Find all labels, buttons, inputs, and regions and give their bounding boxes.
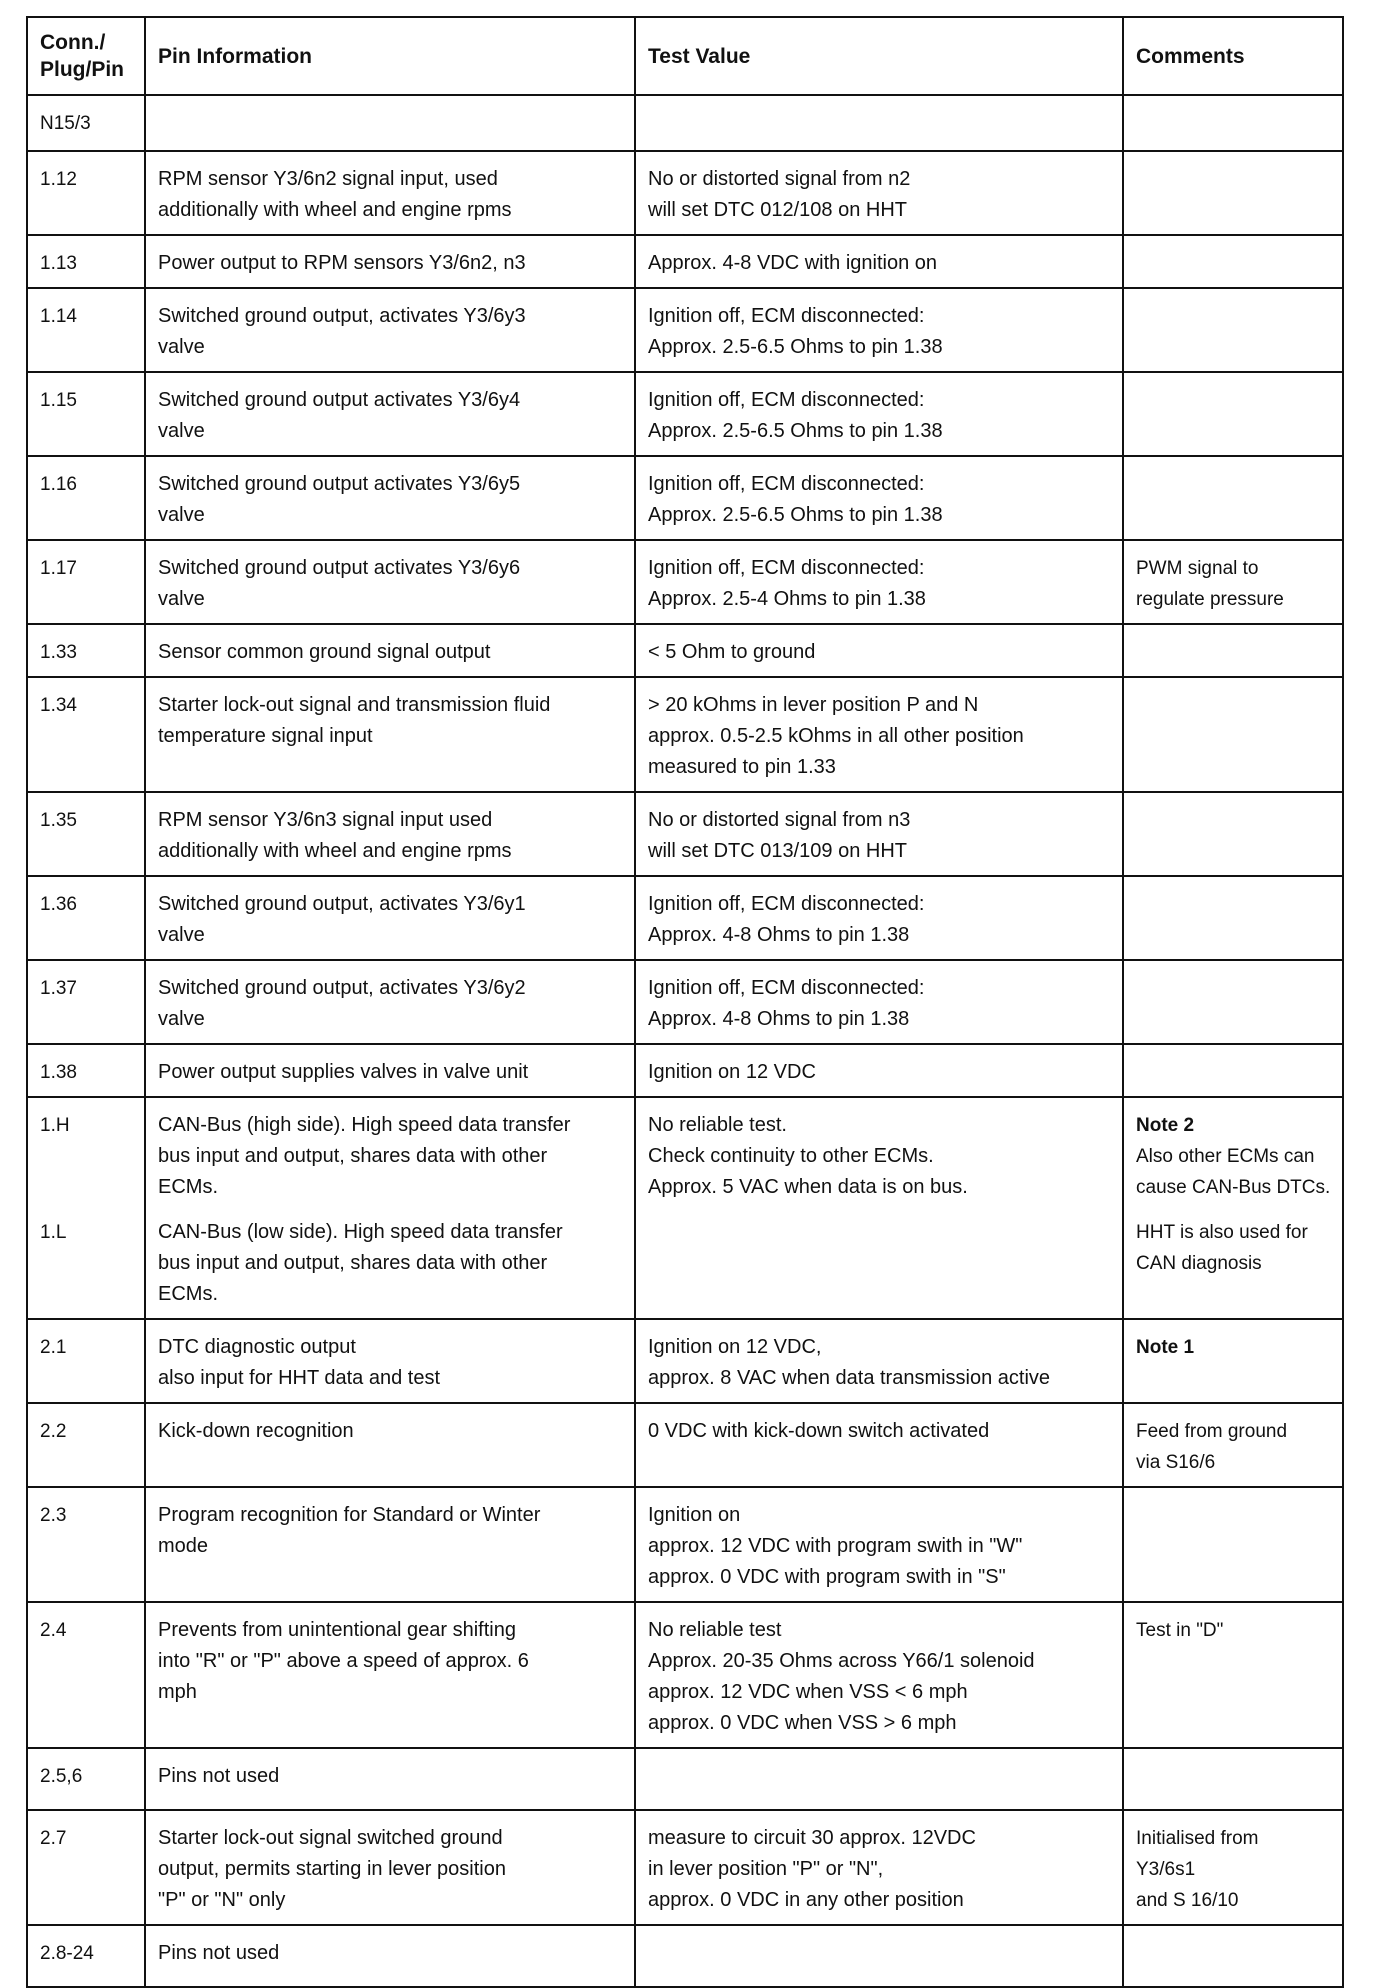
pin-label: 2.2 — [40, 1421, 67, 1442]
test-value-line: Ignition off, ECM disconnected: — [648, 305, 925, 327]
test-value-line: Ignition on — [648, 1504, 741, 1526]
pin-info-line: DTC diagnostic output — [158, 1336, 356, 1358]
comments-cell — [1123, 1487, 1343, 1602]
pin-information-cell — [145, 95, 635, 151]
pin-info-line: "P" or "N" only — [158, 1889, 286, 1911]
pin-info-line: Starter lock-out signal switched ground — [158, 1827, 503, 1849]
pin-label: 1.H — [40, 1115, 70, 1136]
pin-info-line: valve — [158, 504, 205, 526]
pin-info-line: additionally with wheel and engine rpms — [158, 840, 512, 862]
table-row — [27, 540, 1343, 624]
pin-information-cell — [145, 1403, 635, 1487]
table-row — [27, 1748, 1343, 1810]
pin-cell — [27, 1925, 145, 1987]
test-value-line: No reliable test. — [648, 1114, 787, 1136]
comment-line: regulate pressure — [1136, 589, 1284, 610]
pin-info-line: Pins not used — [158, 1765, 280, 1787]
pin-info-line: mph — [158, 1681, 197, 1703]
pin-info-line: additionally with wheel and engine rpms — [158, 199, 512, 221]
test-value-line: 0 VDC with kick-down switch activated — [648, 1420, 990, 1442]
table-row — [27, 1810, 1343, 1925]
test-value-line: Ignition off, ECM disconnected: — [648, 389, 925, 411]
header-test-value: Test Value — [635, 17, 1123, 95]
pin-info-line: valve — [158, 420, 205, 442]
pin-label: 1.17 — [40, 558, 77, 579]
pin-cell — [27, 1602, 145, 1748]
pin-cell — [27, 624, 145, 677]
table-row — [27, 1097, 1343, 1319]
test-value-cell — [635, 151, 1123, 235]
pin-information-cell — [145, 1487, 635, 1602]
test-value-line: Ignition off, ECM disconnected: — [648, 557, 925, 579]
header-conn-plug-pin: Conn./ Plug/Pin — [27, 17, 145, 95]
test-value-line: measured to pin 1.33 — [648, 756, 836, 778]
pin-info-line: Starter lock-out signal and transmission fluid — [158, 694, 551, 716]
test-value-cell — [635, 456, 1123, 540]
comment-line: Feed from ground — [1136, 1421, 1288, 1442]
pin-info-line: valve — [158, 924, 205, 946]
pin-label: 2.1 — [40, 1337, 67, 1358]
pin-cell — [27, 677, 145, 792]
pin-info-line: Program recognition for Standard or Winter — [158, 1504, 541, 1526]
test-value-line: Ignition off, ECM disconnected: — [648, 977, 925, 999]
pin-cell — [27, 235, 145, 288]
pin-info-line: Switched ground output, activates Y3/6y1 — [158, 893, 526, 915]
table-row — [27, 456, 1343, 540]
pin-info-line: Pins not used — [158, 1942, 280, 1964]
test-value-line: approx. 12 VDC with program swith in "W" — [648, 1535, 1023, 1557]
test-value-line: Ignition on 12 VDC, — [648, 1336, 822, 1358]
pin-label: 1.33 — [40, 642, 77, 663]
pin-cell — [27, 288, 145, 372]
pin-info-line: temperature signal input — [158, 725, 373, 747]
pin-information-cell — [145, 624, 635, 677]
test-value-line: Approx. 2.5-4 Ohms to pin 1.38 — [648, 588, 926, 610]
table-row — [27, 624, 1343, 677]
test-value-cell — [635, 1097, 1123, 1319]
pin-info-line: CAN-Bus (low side). High speed data transfer — [158, 1221, 563, 1243]
pin-label: 2.5,6 — [40, 1766, 83, 1787]
pin-info-line: RPM sensor Y3/6n2 signal input, used — [158, 168, 498, 190]
pin-info-line: bus input and output, shares data with other — [158, 1145, 548, 1167]
pin-label: 2.7 — [40, 1828, 67, 1849]
pin-information-cell — [145, 876, 635, 960]
table-row — [27, 677, 1343, 792]
test-value-cell — [635, 792, 1123, 876]
comments-cell — [1123, 1602, 1343, 1748]
test-value-cell — [635, 1319, 1123, 1403]
pin-label: 1.36 — [40, 894, 77, 915]
pin-info-line: ECMs. — [158, 1176, 218, 1198]
test-value-line: approx. 12 VDC when VSS < 6 mph — [648, 1681, 968, 1703]
pin-cell — [27, 1044, 145, 1097]
comment-line: via S16/6 — [1136, 1452, 1216, 1473]
spacer — [1136, 1203, 1332, 1217]
pin-information-cell — [145, 1319, 635, 1403]
comments-cell — [1123, 151, 1343, 235]
table-row — [27, 235, 1343, 288]
pin-label: 1.34 — [40, 695, 77, 716]
pin-label: 1.14 — [40, 306, 77, 327]
pin-information-cell — [145, 288, 635, 372]
pin-cell — [27, 1319, 145, 1403]
pin-label: 2.3 — [40, 1505, 67, 1526]
test-value-line: approx. 0 VDC when VSS > 6 mph — [648, 1712, 957, 1734]
pin-info-line: RPM sensor Y3/6n3 signal input used — [158, 809, 493, 831]
table-row — [27, 960, 1343, 1044]
test-value-line: Approx. 5 VAC when data is on bus. — [648, 1176, 968, 1198]
comments-cell — [1123, 677, 1343, 792]
pin-label: 2.8-24 — [40, 1943, 94, 1964]
pin-label: 1.15 — [40, 390, 77, 411]
test-value-line: will set DTC 013/109 on HHT — [648, 840, 907, 862]
pin-info-line: Switched ground output activates Y3/6y6 — [158, 557, 521, 579]
pin-info-line: Kick-down recognition — [158, 1420, 354, 1442]
comments-cell — [1123, 235, 1343, 288]
test-value-line: measure to circuit 30 approx. 12VDC — [648, 1827, 976, 1849]
test-value-cell — [635, 235, 1123, 288]
pin-cell — [27, 95, 145, 151]
pin-cell — [27, 876, 145, 960]
test-value-line: approx. 8 VAC when data transmission active — [648, 1367, 1051, 1389]
comments-cell — [1123, 1403, 1343, 1487]
pin-info-line: Sensor common ground signal output — [158, 641, 491, 663]
test-value-cell — [635, 1487, 1123, 1602]
pin-label: 1.16 — [40, 474, 77, 495]
table-row — [27, 95, 1343, 151]
comments-cell — [1123, 960, 1343, 1044]
pin-info-line: valve — [158, 588, 205, 610]
comment-line: cause CAN-Bus DTCs. — [1136, 1177, 1331, 1198]
pin-information-cell — [145, 456, 635, 540]
pin-cell — [27, 1097, 145, 1319]
pin-info-line: Switched ground output activates Y3/6y5 — [158, 473, 521, 495]
pin-cell — [27, 1810, 145, 1925]
pin-information-cell — [145, 1925, 635, 1987]
test-value-line: approx. 0 VDC with program swith in "S" — [648, 1566, 1006, 1588]
pin-cell — [27, 540, 145, 624]
test-value-cell — [635, 1748, 1123, 1810]
test-value-cell — [635, 1602, 1123, 1748]
test-value-line: Approx. 2.5-6.5 Ohms to pin 1.38 — [648, 420, 943, 442]
test-value-line: No or distorted signal from n3 — [648, 809, 911, 831]
comments-cell — [1123, 624, 1343, 677]
pin-cell — [27, 792, 145, 876]
test-value-line: Ignition on 12 VDC — [648, 1061, 816, 1083]
comments-cell — [1123, 876, 1343, 960]
test-value-line: No or distorted signal from n2 — [648, 168, 911, 190]
comment-line: CAN diagnosis — [1136, 1253, 1262, 1274]
header-pin-information: Pin Information — [145, 17, 635, 95]
pin-information-cell — [145, 1044, 635, 1097]
spacer — [40, 1141, 134, 1172]
test-value-cell — [635, 1044, 1123, 1097]
test-value-line: > 20 kOhms in lever position P and N — [648, 694, 979, 716]
pin-label: 2.4 — [40, 1620, 67, 1641]
pin-information-cell — [145, 1748, 635, 1810]
pin-info-line: Switched ground output, activates Y3/6y2 — [158, 977, 526, 999]
comments-cell — [1123, 1810, 1343, 1925]
table-row — [27, 1319, 1343, 1403]
pin-cell — [27, 1748, 145, 1810]
pin-label: 1.12 — [40, 169, 77, 190]
note-label: Note 2 — [1136, 1115, 1195, 1136]
test-value-line: Check continuity to other ECMs. — [648, 1145, 934, 1167]
pin-label: 1.L — [40, 1222, 67, 1243]
pin-information-cell — [145, 372, 635, 456]
pin-info-line: bus input and output, shares data with other — [158, 1252, 548, 1274]
pin-info-line: Switched ground output activates Y3/6y4 — [158, 389, 521, 411]
pin-information-cell — [145, 540, 635, 624]
test-value-cell — [635, 876, 1123, 960]
pin-information-cell — [145, 677, 635, 792]
comment-line: Initialised from — [1136, 1828, 1259, 1849]
table-row — [27, 1403, 1343, 1487]
test-value-line: will set DTC 012/108 on HHT — [648, 199, 907, 221]
pin-info-line: Switched ground output, activates Y3/6y3 — [158, 305, 526, 327]
table-row — [27, 1044, 1343, 1097]
table-header-row — [27, 17, 1343, 95]
pin-cell — [27, 372, 145, 456]
header-comments: Comments — [1123, 17, 1343, 95]
pin-info-line: Power output supplies valves in valve unit — [158, 1061, 529, 1083]
table-row — [27, 151, 1343, 235]
test-value-line: approx. 0 VDC in any other position — [648, 1889, 964, 1911]
pin-information-cell — [145, 1810, 635, 1925]
pin-cell — [27, 1487, 145, 1602]
pin-cell — [27, 151, 145, 235]
test-value-line: Approx. 4-8 Ohms to pin 1.38 — [648, 924, 910, 946]
test-value-cell — [635, 624, 1123, 677]
pin-table — [26, 16, 1344, 1988]
pin-information-cell — [145, 235, 635, 288]
pin-info-line: Prevents from unintentional gear shifting — [158, 1619, 516, 1641]
pin-info-line: Power output to RPM sensors Y3/6n2, n3 — [158, 252, 526, 274]
pin-info-line: valve — [158, 1008, 205, 1030]
table-row — [27, 1925, 1343, 1987]
test-value-cell — [635, 95, 1123, 151]
pin-info-line: into "R" or "P" above a speed of approx. 6 — [158, 1650, 529, 1672]
spacer — [158, 1203, 624, 1217]
pin-information-cell — [145, 151, 635, 235]
pin-info-line: also input for HHT data and test — [158, 1367, 441, 1389]
pin-cell — [27, 960, 145, 1044]
test-value-cell — [635, 1403, 1123, 1487]
comments-cell — [1123, 1748, 1343, 1810]
test-value-line: Approx. 4-8 Ohms to pin 1.38 — [648, 1008, 910, 1030]
pin-information-cell — [145, 1602, 635, 1748]
test-value-cell — [635, 1925, 1123, 1987]
pin-info-line: valve — [158, 336, 205, 358]
comment-line: PWM signal to — [1136, 558, 1259, 579]
table-row — [27, 792, 1343, 876]
test-value-line: Approx. 20-35 Ohms across Y66/1 solenoid — [648, 1650, 1035, 1672]
comments-cell — [1123, 540, 1343, 624]
test-value-line: Ignition off, ECM disconnected: — [648, 473, 925, 495]
test-value-cell — [635, 288, 1123, 372]
table-row — [27, 876, 1343, 960]
pin-label: 1.35 — [40, 810, 77, 831]
pin-label: 1.37 — [40, 978, 77, 999]
pin-info-line: mode — [158, 1535, 209, 1557]
table-row — [27, 1487, 1343, 1602]
pin-info-line: ECMs. — [158, 1283, 218, 1305]
test-value-line: Ignition off, ECM disconnected: — [648, 893, 925, 915]
pin-information-cell — [145, 792, 635, 876]
test-value-line: in lever position "P" or "N", — [648, 1858, 884, 1880]
pin-cell — [27, 456, 145, 540]
comment-line: and S 16/10 — [1136, 1890, 1239, 1911]
test-value-line: No reliable test — [648, 1619, 782, 1641]
test-value-cell — [635, 540, 1123, 624]
pin-info-line: CAN-Bus (high side). High speed data transfer — [158, 1114, 571, 1136]
comments-cell — [1123, 1319, 1343, 1403]
test-value-line: approx. 0.5-2.5 kOhms in all other position — [648, 725, 1024, 747]
pin-label: 1.38 — [40, 1062, 77, 1083]
table-row — [27, 1602, 1343, 1748]
comment-line: Also other ECMs can — [1136, 1146, 1315, 1167]
pin-cell — [27, 1403, 145, 1487]
comment-line: HHT is also used for — [1136, 1222, 1308, 1243]
test-value-cell — [635, 960, 1123, 1044]
comments-cell — [1123, 1044, 1343, 1097]
test-value-line: Approx. 2.5-6.5 Ohms to pin 1.38 — [648, 336, 943, 358]
test-value-cell — [635, 1810, 1123, 1925]
pin-label: N15/3 — [40, 113, 91, 134]
test-value-cell — [635, 677, 1123, 792]
test-value-line: Approx. 2.5-6.5 Ohms to pin 1.38 — [648, 504, 943, 526]
test-value-cell — [635, 372, 1123, 456]
spacer — [40, 1172, 134, 1203]
note-label: Note 1 — [1136, 1337, 1195, 1358]
comments-cell — [1123, 1097, 1343, 1319]
spacer — [40, 1203, 134, 1217]
pin-info-line: output, permits starting in lever position — [158, 1858, 506, 1880]
comments-cell — [1123, 456, 1343, 540]
comments-cell — [1123, 372, 1343, 456]
comments-cell — [1123, 95, 1343, 151]
pin-label: 1.13 — [40, 253, 77, 274]
comments-cell — [1123, 1925, 1343, 1987]
pin-information-cell — [145, 1097, 635, 1319]
test-value-line: Approx. 4-8 VDC with ignition on — [648, 252, 938, 274]
table-row — [27, 288, 1343, 372]
comments-cell — [1123, 288, 1343, 372]
comments-cell — [1123, 792, 1343, 876]
pin-information-sheet — [26, 16, 1342, 1988]
comment-line: Test in "D" — [1136, 1620, 1224, 1641]
pin-information-cell — [145, 960, 635, 1044]
comment-line: Y3/6s1 — [1136, 1859, 1196, 1880]
table-row — [27, 372, 1343, 456]
test-value-line: < 5 Ohm to ground — [648, 641, 816, 663]
